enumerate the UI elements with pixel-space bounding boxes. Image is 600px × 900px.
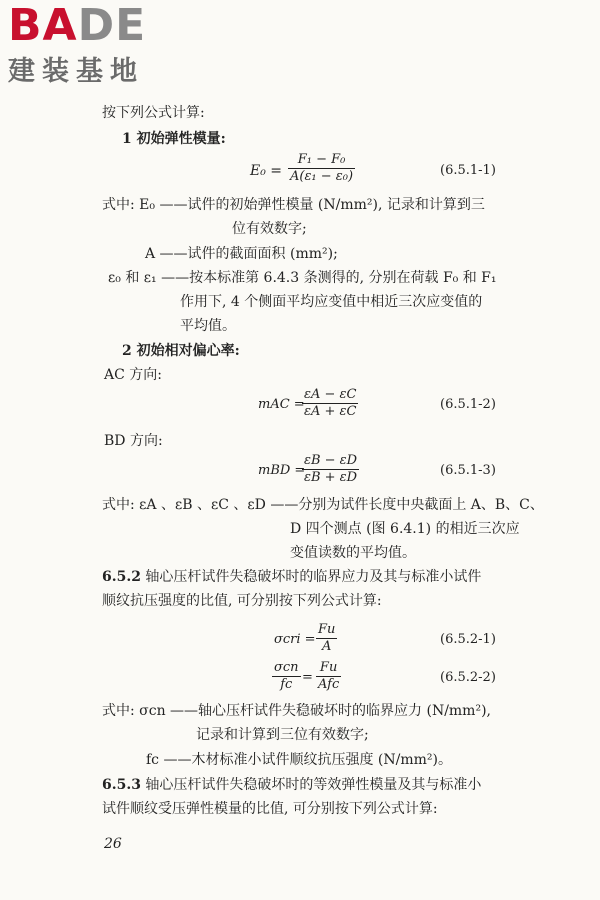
formula-3-numerator: εB − εD	[304, 453, 358, 468]
formula-3-number: (6.5.1-3)	[440, 463, 496, 478]
wherein-sigma-line2: 记录和计算到三位有效数字;	[196, 727, 369, 743]
formula-1-number: (6.5.1-1)	[440, 163, 496, 178]
wherein-fc-line: fc ——木材标准小试件顺纹抗压强度 (N/mm²)。	[146, 752, 452, 768]
wherein-sigma-line1: 式中: σcn ——轴心压杆试件失稳破坏时的临界应力 (N/mm²),	[102, 703, 491, 719]
section-6-5-3-number: 6.5.3	[102, 777, 141, 793]
formula-2-fraction	[302, 387, 358, 420]
logo-accent-letters: BA	[8, 0, 78, 51]
wherein-epsabcd-line3: 变值读数的平均值。	[290, 545, 416, 561]
section-6-5-3-text: 轴心压杆试件失稳破坏时的等效弹性模量及其与标准小	[140, 777, 482, 793]
formula-2-lhs: mAC =	[258, 397, 305, 412]
wherein-epsabcd-line1: 式中: εA 、εB 、εC 、εD ——分别为试件长度中央截面上 A、B、C、	[102, 497, 544, 513]
formula-5-lhs-numerator: σcn	[274, 660, 299, 675]
formula-1-numerator: F₁ − F₀	[288, 152, 355, 169]
formula-4-numerator: Fu	[318, 622, 336, 637]
wherein-eps-line2: 作用下, 4 个侧面平均应变值中相近三次应变值的	[180, 294, 483, 310]
item-2-heading: 2 初始相对偏心率:	[122, 343, 240, 359]
formula-4-fraction	[316, 622, 337, 655]
formula-3-denominator: εB + εD	[304, 470, 358, 485]
formula-5-equals: =	[302, 670, 313, 685]
formula-3-lhs: mBD =	[258, 463, 306, 478]
section-6-5-2-text: 轴心压杆试件失稳破坏时的临界应力及其与标准小试件	[140, 569, 482, 585]
ac-direction-label: AC 方向:	[104, 367, 162, 383]
formula-1-denominator: A(ε₁ − ε₀)	[290, 169, 354, 184]
formula-5-number: (6.5.2-2)	[440, 670, 496, 685]
logo-chinese: 建装基地	[8, 56, 144, 87]
wherein-eps-line1: ε₀ 和 ε₁ ——按本标准第 6.4.3 条测得的, 分别在荷载 F₀ 和 F₁	[108, 270, 497, 286]
wherein-eps-line3: 平均值。	[180, 318, 236, 334]
formula-5-fraction	[316, 660, 341, 693]
formula-5-lhs-denominator: fc	[280, 677, 293, 692]
formula-2-numerator: εA − εC	[304, 387, 357, 402]
formula-4-lhs: σcri =	[274, 632, 316, 647]
formula-2-number: (6.5.1-2)	[440, 397, 496, 412]
intro-line: 按下列公式计算:	[102, 105, 205, 121]
formula-1-fraction	[288, 152, 355, 185]
formula-3-fraction	[302, 453, 359, 486]
wherein-a-line: A ——试件的截面面积 (mm²);	[145, 246, 338, 262]
logo-bade	[8, 2, 146, 50]
formula-5-numerator: Fu	[316, 660, 341, 677]
wherein-epsabcd-line2: D 四个测点 (图 6.4.1) 的相近三次应	[290, 521, 520, 537]
formula-5-lhs-fraction	[272, 660, 301, 693]
formula-1-lhs: E₀ =	[250, 163, 283, 179]
section-6-5-2-line2: 顺纹抗压强度的比值, 可分别按下列公式计算:	[102, 593, 382, 609]
wherein-e0-line1: 式中: E₀ ——试件的初始弹性模量 (N/mm²), 记录和计算到三	[102, 197, 485, 213]
item-1-heading: 1 初始弹性模量:	[122, 131, 226, 147]
formula-4-denominator: A	[322, 639, 332, 654]
section-6-5-3-line2: 试件顺纹受压弹性模量的比值, 可分别按下列公式计算:	[102, 801, 438, 817]
bd-direction-label: BD 方向:	[104, 433, 163, 449]
page-number: 26	[104, 836, 122, 852]
formula-5-denominator: Afc	[318, 677, 340, 692]
logo-rest-letters: DE	[77, 0, 147, 51]
wherein-e0-line2: 位有效数字;	[232, 221, 307, 237]
section-6-5-2-line1	[102, 568, 481, 586]
formula-4-number: (6.5.2-1)	[440, 632, 496, 647]
section-6-5-3-line1	[102, 776, 481, 794]
formula-2-denominator: εA + εC	[304, 404, 357, 419]
section-6-5-2-number: 6.5.2	[102, 569, 141, 585]
